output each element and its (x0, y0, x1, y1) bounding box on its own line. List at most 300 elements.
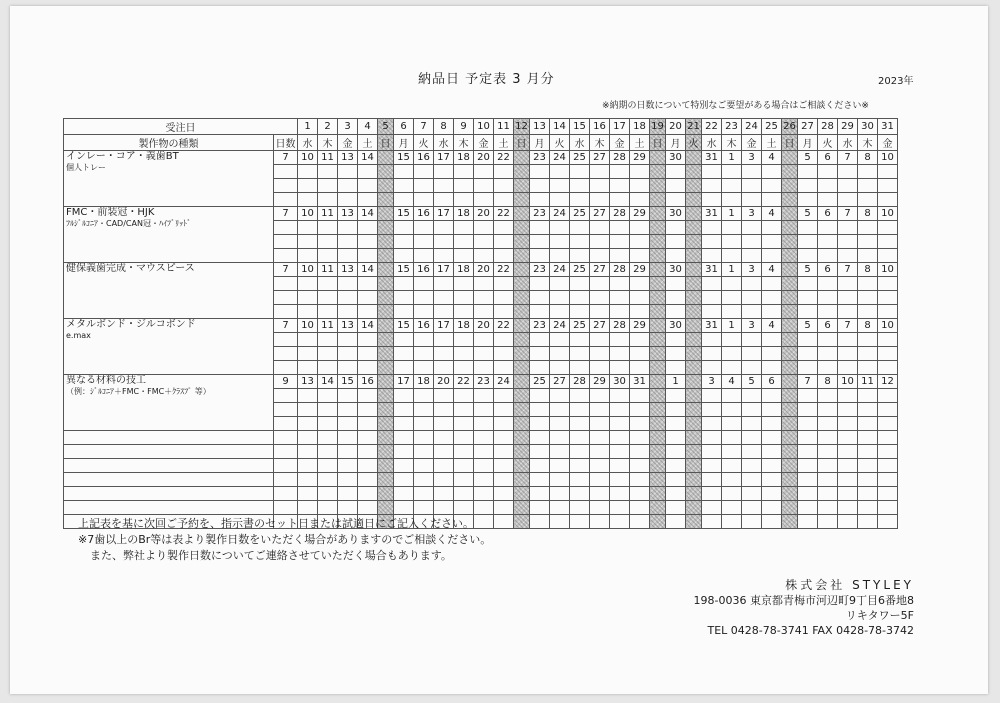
empty-cell (530, 291, 550, 305)
empty-cell (610, 221, 630, 235)
empty-cell (782, 165, 798, 179)
empty-cell (454, 333, 474, 347)
empty-cell (434, 501, 454, 515)
empty-cell (858, 291, 878, 305)
empty-cell (434, 235, 454, 249)
empty-cell (666, 333, 686, 347)
empty-cell (610, 515, 630, 529)
delivery-date-cell: 27 (590, 263, 610, 277)
empty-cell (64, 431, 274, 445)
empty-cell (570, 235, 590, 249)
delivery-date-cell: 14 (318, 375, 338, 389)
empty-cell (318, 305, 338, 319)
empty-cell (650, 431, 666, 445)
empty-cell (702, 193, 722, 207)
empty-cell (530, 333, 550, 347)
delivery-date-cell (514, 319, 530, 333)
empty-cell (274, 305, 298, 319)
empty-cell (610, 249, 630, 263)
delivery-date-cell: 30 (666, 263, 686, 277)
delivery-date-cell: 10 (878, 151, 898, 165)
delivery-date-cell: 6 (818, 151, 838, 165)
days-value: 7 (274, 263, 298, 277)
empty-cell (378, 291, 394, 305)
delivery-date-cell (650, 375, 666, 389)
empty-cell (650, 235, 666, 249)
empty-cell (650, 459, 666, 473)
delivery-date-cell: 17 (434, 263, 454, 277)
empty-cell (494, 249, 514, 263)
empty-cell (454, 305, 474, 319)
empty-cell (454, 403, 474, 417)
empty-cell (474, 277, 494, 291)
empty-cell (722, 347, 742, 361)
delivery-date-cell: 18 (454, 263, 474, 277)
empty-cell (378, 249, 394, 263)
empty-cell (494, 361, 514, 375)
empty-cell (338, 473, 358, 487)
empty-cell (274, 347, 298, 361)
empty-cell (858, 235, 878, 249)
empty-cell (474, 291, 494, 305)
empty-cell (650, 291, 666, 305)
delivery-date-cell: 1 (722, 151, 742, 165)
empty-cell (782, 249, 798, 263)
empty-cell (762, 347, 782, 361)
empty-cell (514, 445, 530, 459)
empty-cell (358, 389, 378, 403)
empty-cell (590, 277, 610, 291)
empty-cell (650, 417, 666, 431)
empty-cell (666, 361, 686, 375)
empty-cell (798, 235, 818, 249)
empty-cell (454, 459, 474, 473)
delivery-date-cell: 17 (434, 151, 454, 165)
delivery-date-cell (378, 263, 394, 277)
weekday-cell: 月 (530, 135, 550, 151)
empty-cell (666, 515, 686, 529)
empty-cell (702, 501, 722, 515)
empty-cell (570, 291, 590, 305)
empty-cell (274, 221, 298, 235)
delivery-date-cell: 10 (878, 207, 898, 221)
order-day-label: 受注日 (64, 119, 298, 135)
empty-cell (610, 193, 630, 207)
empty-cell (274, 249, 298, 263)
empty-cell (818, 515, 838, 529)
empty-cell (702, 431, 722, 445)
empty-cell (878, 221, 898, 235)
empty-cell (742, 361, 762, 375)
empty-cell (686, 305, 702, 319)
empty-cell (590, 501, 610, 515)
delivery-date-cell: 28 (610, 207, 630, 221)
delivery-date-cell (378, 207, 394, 221)
empty-cell (318, 221, 338, 235)
delivery-date-cell: 25 (570, 207, 590, 221)
empty-cell (338, 389, 358, 403)
empty-cell (590, 417, 610, 431)
empty-cell (474, 389, 494, 403)
weekday-cell: 火 (550, 135, 570, 151)
empty-cell (494, 431, 514, 445)
empty-cell (358, 473, 378, 487)
empty-cell (530, 221, 550, 235)
empty-cell (550, 459, 570, 473)
empty-cell (666, 389, 686, 403)
empty-cell (318, 487, 338, 501)
empty-cell (818, 417, 838, 431)
empty-cell (338, 501, 358, 515)
empty-cell (550, 179, 570, 193)
empty-cell (274, 277, 298, 291)
delivery-date-cell: 7 (838, 319, 858, 333)
empty-cell (798, 333, 818, 347)
delivery-date-cell: 13 (298, 375, 318, 389)
empty-cell (64, 445, 274, 459)
empty-cell (338, 193, 358, 207)
empty-cell (338, 277, 358, 291)
empty-cell (394, 277, 414, 291)
empty-cell (338, 403, 358, 417)
weekday-cell: 土 (358, 135, 378, 151)
empty-cell (798, 431, 818, 445)
empty-cell (454, 249, 474, 263)
empty-cell (878, 473, 898, 487)
empty-cell (530, 403, 550, 417)
empty-cell (666, 221, 686, 235)
weekday-cell: 木 (722, 135, 742, 151)
empty-cell (514, 515, 530, 529)
delivery-date-cell: 22 (494, 207, 514, 221)
delivery-date-cell: 30 (666, 207, 686, 221)
empty-cell (394, 179, 414, 193)
empty-cell (782, 277, 798, 291)
empty-cell (878, 249, 898, 263)
delivery-date-cell (378, 319, 394, 333)
empty-cell (570, 403, 590, 417)
empty-cell (782, 445, 798, 459)
empty-cell (378, 431, 394, 445)
empty-cell (610, 473, 630, 487)
delivery-date-cell: 8 (858, 207, 878, 221)
empty-cell (666, 305, 686, 319)
empty-cell (550, 277, 570, 291)
empty-cell (570, 249, 590, 263)
empty-cell (570, 459, 590, 473)
empty-cell (494, 193, 514, 207)
empty-cell (570, 165, 590, 179)
empty-cell (414, 305, 434, 319)
empty-cell (358, 221, 378, 235)
empty-cell (742, 333, 762, 347)
delivery-date-cell: 24 (494, 375, 514, 389)
date-cell: 17 (610, 119, 630, 135)
empty-cell (338, 179, 358, 193)
empty-cell (378, 221, 394, 235)
empty-cell (762, 179, 782, 193)
empty-cell (434, 277, 454, 291)
delivery-date-cell: 11 (318, 151, 338, 165)
delivery-date-cell: 8 (858, 319, 878, 333)
weekday-cell: 木 (858, 135, 878, 151)
empty-cell (722, 445, 742, 459)
delivery-date-cell: 17 (434, 319, 454, 333)
empty-cell (474, 403, 494, 417)
weekday-cell: 金 (338, 135, 358, 151)
empty-cell (798, 361, 818, 375)
empty-cell (454, 445, 474, 459)
empty-cell (570, 179, 590, 193)
item-name-text: メタルボンド・ジルコボンド (66, 319, 196, 330)
empty-cell (338, 361, 358, 375)
empty-cell (530, 389, 550, 403)
empty-cell (298, 389, 318, 403)
empty-cell (818, 389, 838, 403)
empty-cell (550, 235, 570, 249)
empty-cell (686, 445, 702, 459)
empty-cell (474, 249, 494, 263)
empty-cell (414, 459, 434, 473)
empty-cell (298, 347, 318, 361)
empty-cell (514, 193, 530, 207)
empty-cell (818, 361, 838, 375)
empty-cell (798, 417, 818, 431)
delivery-date-cell (782, 375, 798, 389)
instructions (78, 516, 491, 564)
delivery-date-cell: 31 (702, 263, 722, 277)
delivery-date-cell: 15 (338, 375, 358, 389)
empty-cell (838, 347, 858, 361)
empty-cell (702, 277, 722, 291)
delivery-date-cell: 16 (414, 319, 434, 333)
empty-cell (474, 347, 494, 361)
delivery-date-cell: 10 (878, 263, 898, 277)
empty-cell (686, 221, 702, 235)
empty-cell (858, 333, 878, 347)
empty-cell (394, 389, 414, 403)
empty-cell (838, 249, 858, 263)
empty-cell (550, 389, 570, 403)
empty-cell (514, 291, 530, 305)
empty-cell (610, 165, 630, 179)
delivery-date-cell: 6 (818, 207, 838, 221)
empty-cell (474, 501, 494, 515)
empty-cell (434, 473, 454, 487)
delivery-date-cell: 10 (298, 207, 318, 221)
empty-cell (798, 347, 818, 361)
empty-cell (782, 403, 798, 417)
empty-cell (434, 487, 454, 501)
empty-cell (274, 235, 298, 249)
empty-cell (454, 221, 474, 235)
date-cell: 22 (702, 119, 722, 135)
delivery-date-cell: 15 (394, 263, 414, 277)
delivery-date-cell: 23 (530, 319, 550, 333)
empty-cell (650, 277, 666, 291)
weekday-cell: 木 (318, 135, 338, 151)
empty-cell (378, 417, 394, 431)
empty-cell (570, 277, 590, 291)
weekday-cell: 木 (454, 135, 474, 151)
empty-cell (298, 501, 318, 515)
empty-cell (514, 305, 530, 319)
empty-cell (550, 291, 570, 305)
item-name (64, 319, 274, 375)
empty-cell (702, 291, 722, 305)
item-name (64, 263, 274, 319)
empty-cell (514, 333, 530, 347)
empty-cell (702, 403, 722, 417)
weekday-cell: 水 (570, 135, 590, 151)
empty-cell (590, 347, 610, 361)
delivery-date-cell: 11 (318, 319, 338, 333)
empty-cell (838, 389, 858, 403)
delivery-date-cell (514, 375, 530, 389)
date-cell: 20 (666, 119, 686, 135)
empty-cell (666, 417, 686, 431)
empty-cell (630, 445, 650, 459)
empty-cell (590, 333, 610, 347)
empty-cell (550, 473, 570, 487)
empty-cell (878, 403, 898, 417)
empty-cell (722, 193, 742, 207)
delivery-date-cell (514, 263, 530, 277)
empty-cell (666, 403, 686, 417)
delivery-date-cell (782, 207, 798, 221)
empty-cell (878, 193, 898, 207)
empty-cell (494, 403, 514, 417)
empty-cell (298, 165, 318, 179)
empty-cell (358, 417, 378, 431)
delivery-date-cell: 17 (434, 207, 454, 221)
empty-cell (530, 417, 550, 431)
empty-cell (494, 333, 514, 347)
empty-cell (454, 431, 474, 445)
delivery-date-cell (650, 207, 666, 221)
empty-cell (414, 193, 434, 207)
empty-cell (610, 417, 630, 431)
empty-cell (818, 445, 838, 459)
empty-cell (378, 361, 394, 375)
empty-cell (818, 235, 838, 249)
empty-cell (274, 473, 298, 487)
delivery-date-cell: 1 (722, 207, 742, 221)
empty-cell (838, 193, 858, 207)
date-cell: 21 (686, 119, 702, 135)
empty-cell (878, 417, 898, 431)
empty-cell (434, 389, 454, 403)
empty-cell (762, 235, 782, 249)
date-cell: 25 (762, 119, 782, 135)
empty-cell (818, 193, 838, 207)
delivery-date-cell: 16 (358, 375, 378, 389)
empty-cell (702, 417, 722, 431)
empty-cell (318, 459, 338, 473)
empty-cell (878, 347, 898, 361)
delivery-date-cell: 24 (550, 263, 570, 277)
empty-cell (414, 249, 434, 263)
empty-cell (414, 487, 434, 501)
empty-cell (570, 445, 590, 459)
empty-cell (474, 235, 494, 249)
empty-cell (358, 249, 378, 263)
delivery-date-cell: 18 (414, 375, 434, 389)
empty-cell (274, 501, 298, 515)
empty-cell (338, 487, 358, 501)
empty-cell (494, 179, 514, 193)
empty-cell (838, 473, 858, 487)
empty-cell (742, 417, 762, 431)
delivery-date-cell: 23 (530, 207, 550, 221)
empty-cell (858, 165, 878, 179)
delivery-date-cell: 30 (666, 319, 686, 333)
empty-cell (530, 165, 550, 179)
empty-cell (358, 277, 378, 291)
empty-cell (590, 473, 610, 487)
empty-cell (722, 179, 742, 193)
empty-cell (742, 277, 762, 291)
empty-cell (762, 165, 782, 179)
empty-cell (666, 179, 686, 193)
empty-cell (686, 249, 702, 263)
delivery-date-cell: 10 (878, 319, 898, 333)
empty-cell (722, 487, 742, 501)
empty-cell (702, 347, 722, 361)
empty-cell (454, 277, 474, 291)
empty-cell (394, 249, 414, 263)
empty-cell (858, 431, 878, 445)
days-value: 9 (274, 375, 298, 389)
delivery-date-cell: 10 (838, 375, 858, 389)
delivery-date-cell: 17 (394, 375, 414, 389)
empty-cell (530, 361, 550, 375)
item-subtext: ﾌﾙｼﾞﾙｺﾆｱ・CAD/CAN冠・ﾊｲﾌﾞﾘｯﾄﾞ (66, 219, 191, 228)
date-cell: 1 (298, 119, 318, 135)
empty-cell (550, 487, 570, 501)
empty-cell (394, 445, 414, 459)
empty-cell (798, 501, 818, 515)
delivery-date-cell (650, 263, 666, 277)
weekday-cell: 月 (666, 135, 686, 151)
empty-cell (494, 445, 514, 459)
empty-cell (358, 347, 378, 361)
empty-cell (722, 403, 742, 417)
empty-cell (858, 347, 878, 361)
empty-cell (610, 501, 630, 515)
delivery-date-cell: 27 (590, 207, 610, 221)
delivery-date-cell: 6 (762, 375, 782, 389)
empty-cell (274, 487, 298, 501)
empty-cell (838, 459, 858, 473)
delivery-date-cell: 31 (702, 319, 722, 333)
empty-cell (454, 473, 474, 487)
empty-cell (798, 179, 818, 193)
empty-cell (570, 501, 590, 515)
empty-cell (650, 305, 666, 319)
date-cell: 24 (742, 119, 762, 135)
empty-cell (762, 389, 782, 403)
delivery-date-cell: 14 (358, 319, 378, 333)
empty-cell (530, 347, 550, 361)
empty-cell (782, 361, 798, 375)
empty-cell (818, 501, 838, 515)
empty-cell (514, 165, 530, 179)
delivery-date-cell: 13 (338, 151, 358, 165)
delivery-date-cell: 27 (590, 319, 610, 333)
empty-cell (414, 235, 434, 249)
empty-cell (722, 389, 742, 403)
